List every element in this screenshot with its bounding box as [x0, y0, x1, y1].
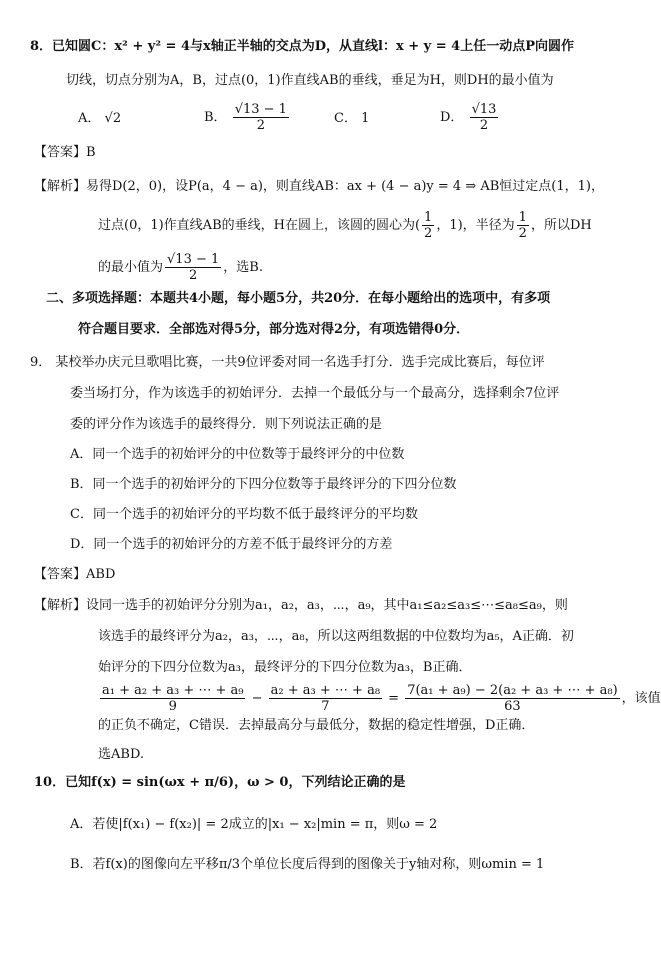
q8-option-b-fraction: $\frac{√13 - 1}{2}$: [234, 102, 287, 133]
q9-analysis-line6: 选ABD.: [98, 747, 145, 762]
q8-min-fraction: $\frac{√13 - 1}{2}$: [167, 252, 220, 283]
q8-option-d-fraction: $\frac{√13}{2}$: [471, 102, 497, 133]
q8-option-a-value: √2: [104, 111, 122, 126]
section2-heading-line2: 符合题目要求．全部选对得5分，部分选对得2分，有项选错得0分．: [78, 322, 470, 337]
q8-option-b: B． $\frac{√13 - 1}{2}$: [204, 102, 287, 133]
q9-formula-fraction-3: $\frac{\text{7(a₁ + a₉) − 2(a₂ + a₃ + ⋯ + a₈)}}{63}$: [407, 683, 618, 714]
q9-formula-fraction-1: $\frac{\text{a₁ + a₂ + a₃ + ⋯ + a₉}}{9}$: [102, 683, 244, 714]
q9-option-b: B．同一个选手的初始评分的下四分位数等于最终评分的下四分位数: [70, 477, 457, 492]
q9-analysis-line3: 始评分的下四分位数为a₃，最终评分的下四分位数为a₃，B正确．: [98, 660, 472, 675]
q10-option-b: B．若f(x)的图像向左平移π/3个单位长度后得到的图像关于y轴对称，则ωmin = 1: [70, 857, 545, 872]
q8-center-fraction: $\frac{1}{2}$: [424, 210, 433, 241]
q8-analysis-line2: 过点(0，1)作直线AB的垂线，H在圆上，该圆的圆心为( $\frac{1}{2}$ ，1)，半径为 $\frac{1}{2}$ ，所以DH: [98, 210, 592, 241]
q8-analysis-line3: 的最小值为 $\frac{√13 - 1}{2}$ ，选B.: [98, 252, 263, 283]
q9-line3: 委的评分作为该选手的最终得分．则下列说法正确的是: [70, 417, 383, 432]
q8-answer: 【答案】B: [34, 145, 96, 160]
q10-option-a: A．若使|f(x₁) − f(x₂)| = 2成立的|x₁ − x₂|min = π，则ω = 2: [70, 817, 438, 832]
q9-formula: $\frac{\text{a₁ + a₂ + a₃ + ⋯ + a₉}}{9}$ − $\frac{\text{a₂ + a₃ + ⋯ + a₈}}{7}$ = $\frac{\text{7(a₁ + a₉) − 2(a₂ + a₃ + ⋯ + a₈)}}{63}$ ，该值: [102, 683, 661, 714]
q8-radius-fraction: $\frac{1}{2}$: [518, 210, 527, 241]
section2-heading-line1: 二、多项选择题：本题共4小题，每小题5分，共20分．在每小题给出的选项中，有多项: [46, 291, 551, 306]
q9-option-c: C．同一个选手的初始评分的平均数不低于最终评分的平均数: [70, 507, 418, 522]
q9-line1: 9． 某校举办庆元旦歌唱比赛，一共9位评委对同一名选手打分．选手完成比赛后，每位评: [30, 355, 545, 370]
q9-option-a: A．同一个选手的初始评分的中位数等于最终评分的中位数: [70, 447, 405, 462]
q8-analysis-line1: 【解析】易得D(2，0)，设P(a，4 − a)，则直线AB：ax + (4 − a)y = 4 ⇒ AB恒过定点(1，1)，: [34, 179, 604, 194]
q10-line1: 10．已知f(x) = sin(ωx + π/6)，ω > 0，下列结论正确的是: [34, 775, 406, 790]
q9-option-d: D．同一个选手的初始评分的方差不低于最终评分的方差: [70, 537, 393, 552]
q8-line1: 8．已知圆C：x² + y² = 4与x轴正半轴的交点为D，从直线l：x + y = 4上任一动点P向圆作: [30, 39, 574, 54]
q9-line2: 委当场打分，作为该选手的初始评分．去掉一个最低分与一个最高分，选择剩余7位评: [70, 386, 560, 401]
q9-analysis-line1: 【解析】设同一选手的初始评分分别为a₁，a₂，a₃，⋯，a₉，其中a₁≤a₂≤a₃≤⋯≤a₈≤a₉，则: [34, 598, 568, 613]
q8-option-a: A． √2: [78, 111, 122, 126]
q8-option-c: C． 1: [334, 111, 370, 126]
q9-analysis-line2: 该选手的最终评分为a₂，a₃，⋯，a₈，所以这两组数据的中位数均为a₅，A正确．初: [98, 629, 574, 644]
q8-line2: 切线，切点分别为A，B，过点(0，1)作直线AB的垂线，垂足为H，则DH的最小值为: [66, 73, 554, 88]
q9-formula-fraction-2: $\frac{\text{a₂ + a₃ + ⋯ + a₈}}{7}$: [270, 683, 381, 714]
q8-option-d: D． $\frac{√13}{2}$: [440, 102, 497, 133]
q9-answer: 【答案】ABD: [34, 567, 116, 582]
q9-analysis-line5: 的正负不确定，C错误．去掉最高分与最低分，数据的稳定性增强，D正确．: [98, 718, 535, 733]
